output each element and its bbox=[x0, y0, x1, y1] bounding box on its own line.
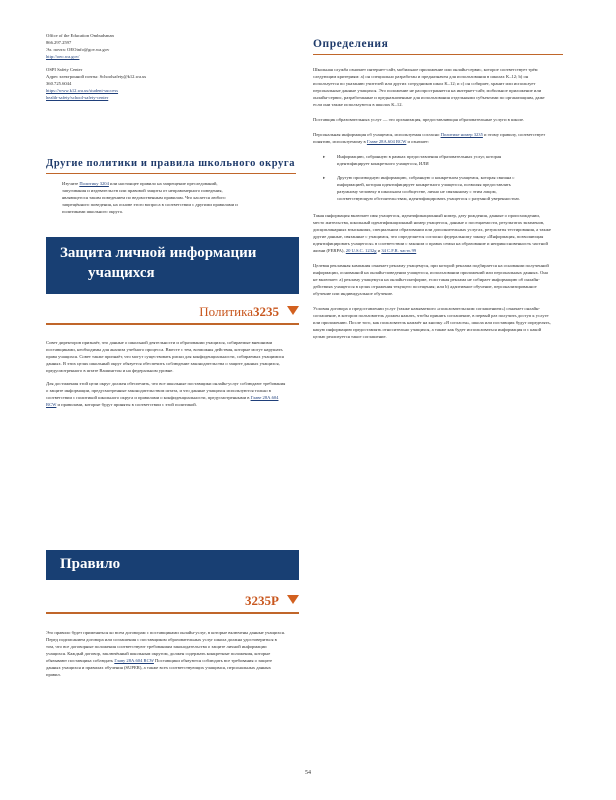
definition-info-includes-a: Такая информация включает имя учащегося, идентификационный номер, дату рождения, данные о происхождении, место жительства, школьный идентификационный номер учащегося, данные о посещаемости, результатах экзаменов, дисциплинарных взысканиях, специальном образовании или дополнительных услугах, результаты тестирования, а также другие данные, связанные с учащимся, что определяется согласно федеральному закону «Информация, позволяющая идентифицировать учащегося» в соответствии с законом о правах семьи на образование и неприкосновенность частной жизни (FERPA), bbox=[313, 213, 551, 253]
contact-oeo-email: Эл. почта: OEOinfo@gov.wa.gov bbox=[46, 47, 110, 52]
rule-body bbox=[46, 629, 286, 678]
other-policies-text-b: или настоящее правило на запрещение преследований, запугивания и издевательств или правовой защиты от неправомерного поведения, являющегося таким поведением по ведомственным правилам. Что касается любого запрещённого поведения, на основе этого вопроса в соответствии с другими правилами и политиками школьного округа. bbox=[62, 181, 238, 214]
definition-personal-info bbox=[313, 131, 551, 145]
policy-number-row bbox=[140, 303, 299, 321]
definition-personal-info-b: и этому правилу, соответствует понятию, используемому в bbox=[313, 132, 546, 144]
bullet-item bbox=[313, 153, 551, 167]
bullet-item bbox=[313, 174, 551, 202]
contact-ospi-link-cont[interactable]: health-safety/school-safety-center bbox=[46, 95, 109, 100]
policy-label: Политика bbox=[199, 304, 253, 319]
chapter-28a604-link-2[interactable]: Главе 28A.604 RCW bbox=[366, 139, 407, 144]
section-banner bbox=[46, 237, 299, 294]
definition-targeted-ads: Целевая рекламная кампания означает рекламу учащемуся, при которой реклама подбирается на основании полученной информации, основанной на онлайн-поведении учащегося, использовании приложений или персональных данных. Она не включает: а) рекламу учащемуся на онлайн-платформе, если такая реклама не собирает информацию об онлайн-действиях учащегося в целях отражения текущего посещения; или b) адаптивное обучение, персонализированное обучение или индивидуальное обучение. bbox=[313, 263, 549, 296]
policy-number: 3235 bbox=[253, 304, 279, 319]
bullet-text-2: Другую производную информацию, собранную о конкретном учащемся, которая связана с информацией, которая идентифицирует конкретного учащегося, позволяя предоставлять разумному человеку в школьном сообществе, лично не связанному с этим лицом, соответствующую обстоятельствам, идентифицировать учащегося с разумной уверенностью. bbox=[337, 175, 521, 201]
definitions-body bbox=[313, 66, 551, 340]
contact-oeo-link[interactable]: http://oeo.wa.gov/ bbox=[46, 54, 80, 59]
rule-text-a: Это правило будет применяться ко всем договорам с поставщиками онлайн-услуг, в которые включены данные учащихся. Перед подписанием договора или соглашения с поставщиком образовательных услуг школа должна удостовериться в том, что все договорные положения соответствуют требованиям законодательства о защите личной информации учащихся. Каждый договор, заключённый школьным округом, должен содержать конкретные положения, которые обязывают поставщика соблюдать bbox=[46, 630, 285, 663]
rule-banner-title: Правило bbox=[60, 556, 121, 572]
policy-paragraph-2 bbox=[46, 380, 286, 408]
rule-chapter-link[interactable]: Главу 28A.604 RCW bbox=[114, 658, 154, 663]
rule-banner bbox=[46, 550, 299, 580]
contact-ospi-name: OSPI Safety Center bbox=[46, 67, 83, 72]
other-policies-heading bbox=[46, 153, 296, 174]
other-policies-title: Другие политики и правила школьного округа bbox=[46, 158, 296, 169]
contact-ospi-link[interactable]: https://www.k12.wa.us/student-success bbox=[46, 88, 119, 93]
policy-paragraph-1: Совет директоров признаёт, что данные о школьной деятельности и образовании учащихся, собираемые внешними поставщиками, необходимы для анализа учебного процесса. Вместе с тем, возможны действия, которые могут нарушать права учащихся. Совет также признаёт, что могут существовать риски для конфиденциальности, собираемых учащимися данных. В этих целях школьный округ обязуется обеспечить соблюдение законодательства о защите данных учащихся, предусмотренного в штате Вашингтон и на федеральном уровне. bbox=[46, 340, 284, 373]
policy-3235-link[interactable]: Политике номер 3235 bbox=[440, 132, 483, 137]
rule-number: 3235P bbox=[245, 593, 279, 608]
rule-divider bbox=[46, 612, 299, 614]
policy-paragraph-2a: Для достижения этой цели округ должен обеспечить, что все школьные поставщики онлайн-услуг соблюдают требования о защите информации, предусмотренные законодательством штата, и что данные учащихся используются только в соответствии с политикой школьного округа и правилами о конфиденциальности, предусмотренными в bbox=[46, 381, 286, 400]
contact-oeo-phone: 866.297.2597 bbox=[46, 40, 72, 45]
chapter-28a604-link[interactable]: Главе 28A.604 RCW bbox=[46, 395, 279, 407]
rule-number-row bbox=[140, 592, 299, 610]
page-number: 54 bbox=[305, 770, 311, 776]
definition-terms-of-service: Условия договора о предоставлении услуг (также называемого «пользовательским соглашением») означает онлайн-соглашение, в котором пользователь должен нажать, чтобы принять соглашение, в первый раз получить доступ к услуге или приложению. После того, как пользователь нажмёт на кнопку «Я согласен», школа или поставщик будут определять, какую информацию предоставлять относительно учащихся, а также как будет использоваться информация и с какой целью реализуется такое соглашение. bbox=[313, 306, 551, 339]
definitions-title: Определения bbox=[313, 38, 389, 50]
usc-1232g-link[interactable]: 20 U.S.C. 1232g bbox=[345, 248, 377, 253]
rule-text-b: Поставщики обязуются соблюдать все требования о защите данных учащихся и правилах обучения (SUPER), а также всех соответствующих учащимся, персональных данных правил. bbox=[46, 658, 272, 677]
other-policies-text bbox=[62, 180, 242, 215]
policy-body bbox=[46, 339, 286, 408]
bullet-icon: ▸ bbox=[323, 154, 326, 159]
policy-3204-link[interactable]: Политику 3204 bbox=[79, 181, 109, 186]
contact-ospi-phone: 360.725.6044 bbox=[46, 81, 72, 86]
banner-line-1: Защита личной информации bbox=[60, 245, 257, 261]
definition-personal-info-a: Персональная информация об учащемся, используемая согласно bbox=[313, 132, 440, 137]
triangle-down-icon bbox=[287, 306, 299, 315]
definition-personal-info-c: и означает: bbox=[407, 139, 430, 144]
bullet-text-1: Информацию, собранную в рамках предоставления образовательных услуг, которая идентифицирует конкретного учащегося, ИЛИ bbox=[337, 154, 502, 166]
definition-info-includes-mid: и bbox=[377, 248, 381, 253]
definitions-heading bbox=[313, 34, 563, 55]
definition-school-service: Школьная служба означает интернет-сайт, мобильное приложение или онлайн-сервис, которое соответствует трём следующим критериям: а) он специально разработан и предназначен для использования в школах K–12; b) он используется по указанию учителей или других сотрудников школ K–12; и с) он собирает, хранит или использует персональные данные учащихся. Это положение не распространяется на интернет-сайт, мобильное приложение или онлайн-сервис, разработанные и предназначенные для использования отдельными субъектами по организациям, даже если они также используются в школах K–12. bbox=[313, 67, 545, 107]
contact-ospi-email: Адрес электронной почты: Schoolsafety@k12.wa.us bbox=[46, 74, 147, 79]
other-policies-text-a: Изучите bbox=[62, 181, 79, 186]
contact-oeo-name: Office of the Education Ombudsman bbox=[46, 33, 114, 38]
definition-provider: Поставщик образовательных услуг — это организация, предоставляющая образовательные услуги в школе. bbox=[313, 117, 525, 122]
definition-info-includes bbox=[313, 212, 551, 254]
contact-block bbox=[46, 32, 296, 101]
banner-line-2: учащихся bbox=[88, 265, 155, 281]
cfr-99-link[interactable]: 34 C.F.R. часть 99 bbox=[381, 248, 417, 253]
policy-divider bbox=[46, 323, 299, 325]
triangle-down-icon bbox=[287, 595, 299, 604]
policy-paragraph-2b: и правилами, которые будут приняты в соответствии с этой политикой. bbox=[57, 402, 197, 407]
bullet-icon: ▸ bbox=[323, 175, 326, 180]
